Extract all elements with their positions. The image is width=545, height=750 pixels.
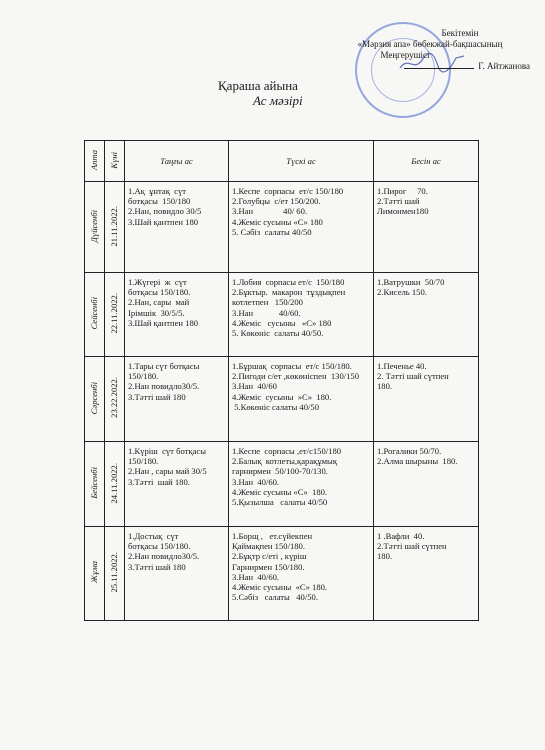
breakfast-item: 2.Нан повидло30/5. — [128, 551, 200, 562]
lunch-item: 3.Нан 40/60. — [232, 571, 280, 582]
lunch-item: 5.Көкөніс салаты 40/50 — [232, 401, 319, 412]
breakfast-item: 3.Тәтті шай 180 — [128, 561, 186, 572]
date-cell: 21.11.2022. — [105, 182, 125, 273]
title-month: Қараша айына — [218, 78, 298, 93]
lunch-item: 4.Жеміс сусыны «С» 180 — [232, 317, 332, 328]
lunch-item: 2.Бұқтр с/еті , күріш — [232, 551, 307, 562]
lunch-item: Гарнирмен 150/180. — [232, 561, 305, 572]
lunch-item: 3.Нан 40/ 60. — [232, 206, 308, 217]
lunch-item: 5.Сәбіз салаты 40/50. — [232, 592, 318, 603]
lunch-item: 1.Борщ , ет.сүйекпен — [232, 531, 313, 541]
breakfast-item: 1.Достық сүт — [128, 531, 179, 541]
lunch-item: 4.Жеміс сусыны »С» 180. — [232, 391, 332, 402]
lunch-item: 1.Бұршақ сорпасы ет/с 150/180. — [232, 361, 352, 371]
snack-cell — [374, 357, 479, 442]
header-row — [85, 141, 479, 182]
lunch-item: 1.Лобия сорпасы ет/с 150/180 — [232, 277, 345, 287]
breakfast-item: ботқасы 150/180. — [128, 287, 191, 298]
approval-line-1: Бекітемін — [441, 28, 479, 38]
lunch-cell — [229, 357, 374, 442]
lunch-item: 4.Жеміс сусыны «С» 180. — [232, 582, 328, 593]
breakfast-item: 2.Нан, повидло 30/5 — [128, 206, 202, 217]
snack-item: 1.Ватрушки 50/70 — [377, 277, 445, 287]
weekday-cell: Сейсенбі — [85, 273, 105, 357]
snack-item: Лимонмен180 — [377, 206, 429, 217]
snack-item: 1.Пирог 70. — [377, 186, 428, 196]
breakfast-item: 2.Нан, сары май — [128, 297, 190, 308]
snack-item: 1.Печенье 40. — [377, 361, 427, 371]
lunch-cell — [229, 442, 374, 527]
lunch-item: 2.Голубцы с/ет 150/200. — [232, 196, 321, 207]
breakfast-item: 3.Тәтті шай 180. — [128, 476, 190, 487]
snack-item: 1 .Вафли 40. — [377, 531, 425, 541]
lunch-item: 3.Нан 40/60. — [232, 307, 301, 318]
breakfast-item: 1.Жүгері ж сүт — [128, 277, 187, 287]
breakfast-item: 3.Шай қантпен 180 — [128, 216, 199, 227]
approval-line-3: Меңгерушісі — [380, 50, 430, 60]
header-breakfast: Таңғы ас — [125, 141, 229, 182]
lunch-item: 4.Жеміс сусыны «С» 180 — [232, 216, 323, 227]
lunch-cell — [229, 527, 374, 621]
title-menu: Ас мәзірі — [253, 93, 303, 108]
date-cell: 22.11.2022. — [105, 273, 125, 357]
lunch-item: Қаймақпен 150/180. — [232, 541, 305, 552]
snack-item: 1.Рогалики 50/70. — [377, 446, 442, 456]
breakfast-item: 1.Тары сүт ботқасы — [128, 361, 200, 371]
lunch-item: 1.Кеспе сорпасы ,ет/с150/180 — [232, 446, 342, 456]
breakfast-cell — [125, 442, 229, 527]
table-row — [85, 442, 479, 527]
breakfast-item: ботқасы 150/180. — [128, 541, 191, 552]
lunch-item: 4.Жеміс сусыны «С» 180. — [232, 486, 328, 497]
date-cell: 23.22.2022. — [105, 357, 125, 442]
lunch-item: гарнирмен 50/100-70/130. — [232, 466, 328, 477]
lunch-item: 3.Нан 40/60. — [232, 476, 280, 487]
lunch-item: 5. Көкөніс салаты 40/50. — [232, 328, 324, 339]
lunch-cell — [229, 182, 374, 273]
table-row — [85, 182, 479, 273]
breakfast-item: 150/180. — [128, 456, 159, 467]
snack-item: 2. Тәтті шай сүтпен — [377, 371, 449, 382]
snack-cell — [374, 273, 479, 357]
breakfast-item: 3.Тәтті шай 180 — [128, 391, 186, 402]
date-cell: 25.11.2022. — [105, 527, 125, 621]
approver-name: Г. Айтжанова — [478, 61, 530, 71]
snack-cell — [374, 182, 479, 273]
lunch-item: 5. Сәбіз салаты 40/50 — [232, 226, 312, 237]
lunch-item: 3.Нан 40/60 — [232, 381, 277, 392]
breakfast-cell — [125, 527, 229, 621]
menu-table — [84, 140, 479, 621]
breakfast-item: ботқасы 150/180 — [128, 196, 191, 207]
breakfast-item: 3.Шай қантпен 180 — [128, 317, 199, 328]
header-day: Күні — [105, 141, 125, 182]
snack-cell — [374, 527, 479, 621]
lunch-item: 1.Кеспе сорпасы ет/с 150/180 — [232, 186, 344, 196]
lunch-item: 5.Қызылша салаты 40/50 — [232, 497, 328, 508]
snack-item: 180. — [377, 551, 393, 562]
header-snack: Бесін ас — [374, 141, 479, 182]
date-cell: 24.11.2022. — [105, 442, 125, 527]
snack-item: 2.Алма шырыны 180. — [377, 456, 458, 467]
lunch-item: 2.Пигоди с/ет ,көкөніспен 130/150 — [232, 371, 360, 382]
table-row — [85, 527, 479, 621]
breakfast-item: 2.Нан , сары май 30/5 — [128, 466, 207, 477]
lunch-item: котлетпен 150/200 — [232, 297, 303, 308]
lunch-cell — [229, 273, 374, 357]
snack-item: 2.Тәтті шай — [377, 196, 420, 207]
snack-item: 180. — [377, 381, 393, 392]
snack-item: 2.Тәтті шай сүтпен — [377, 541, 447, 552]
breakfast-item: 1.Күріш сүт ботқасы — [128, 446, 206, 456]
table-row — [85, 273, 479, 357]
weekday-cell: Сәрсенбі — [85, 357, 105, 442]
breakfast-cell — [125, 182, 229, 273]
weekday-cell: Жұма — [85, 527, 105, 621]
approval-line-4 — [330, 61, 530, 72]
breakfast-item: 150/180. — [128, 371, 159, 382]
table-row — [85, 357, 479, 442]
snack-cell — [374, 442, 479, 527]
lunch-item: 2.Балық котлеты,қарақұмық — [232, 456, 338, 467]
approval-block — [330, 28, 530, 72]
breakfast-item: 2.Нан повидло30/5. — [128, 381, 200, 392]
weekday-cell: Бейсенбі — [85, 442, 105, 527]
approval-line-2: «Мәрзия апа» бөбекжай-бақшасының — [357, 39, 503, 49]
snack-item: 2.Кисель 150. — [377, 287, 427, 298]
breakfast-cell — [125, 357, 229, 442]
breakfast-item: 1.Ақ ұнтақ сүт — [128, 186, 187, 196]
header-week: Апта — [85, 141, 105, 182]
header-lunch: Түскі ас — [229, 141, 374, 182]
lunch-item: 2.Бұктыр. макарон тұздықпен — [232, 287, 346, 298]
breakfast-cell — [125, 273, 229, 357]
weekday-cell: Дүйсенбі — [85, 182, 105, 273]
breakfast-item: Ірімшік 30/5/5. — [128, 307, 185, 318]
